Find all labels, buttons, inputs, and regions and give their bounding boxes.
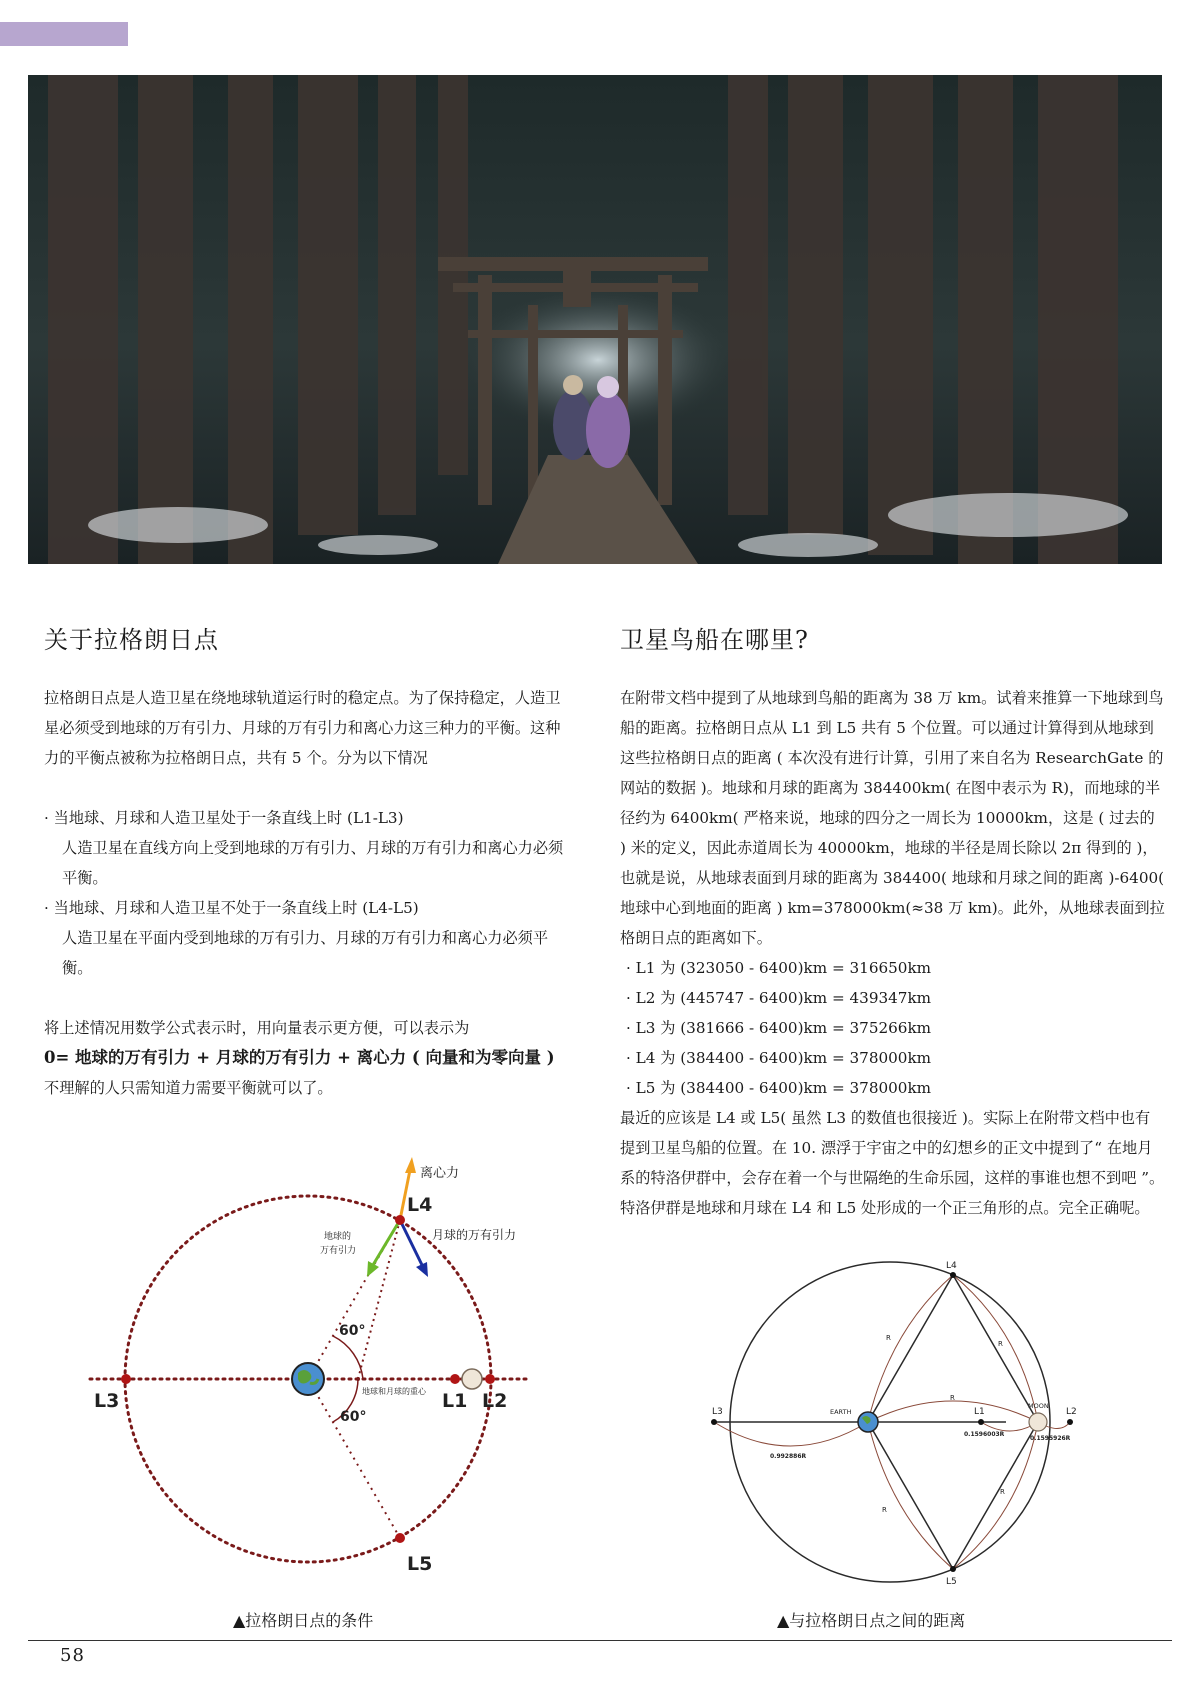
l5-earth-line — [308, 1379, 400, 1538]
l3-point — [121, 1374, 131, 1384]
section-tab-marker — [0, 22, 128, 46]
label-l4: L4 — [946, 1261, 957, 1271]
right-column-text — [620, 683, 1165, 1223]
paragraph: 不理解的人只需知道力需要平衡就可以了。 — [44, 1079, 333, 1097]
distance-line: · L2 为 (445747 - 6400)km = 439347km — [626, 989, 932, 1007]
label-r-l5-left: R — [882, 1506, 887, 1514]
page-number: 58 — [60, 1645, 85, 1666]
lagrange-conditions-diagram — [80, 1135, 540, 1575]
label-l3: L3 — [94, 1390, 120, 1412]
earth-l5-line — [868, 1422, 953, 1569]
label-earth-gravity: 地球的 — [324, 1232, 352, 1242]
bullet-item: · 当地球、月球和人造卫星处于一条直线上时 (L1-L3) — [44, 809, 404, 827]
label-l3: L3 — [712, 1407, 723, 1417]
earth-globe-small — [858, 1412, 878, 1432]
l2-point — [485, 1374, 495, 1384]
l2-point — [1067, 1419, 1073, 1425]
l1-point — [978, 1419, 984, 1425]
bullet-body: 人造卫星在直线方向上受到地球的万有引力、月球的万有引力和离心力必须平衡。 — [62, 839, 564, 887]
paragraph: 将上述情况用数学公式表示时，用向量表示更方便，可以表示为 — [44, 1019, 470, 1037]
label-l4: L4 — [407, 1194, 433, 1216]
l4-point — [395, 1215, 405, 1225]
moon-globe-small — [1029, 1413, 1047, 1431]
label-l1: L1 — [442, 1390, 468, 1412]
bullet-item: · 当地球、月球和人造卫星不处于一条直线上时 (L4-L5) — [44, 899, 419, 917]
label-l5: L5 — [946, 1577, 957, 1587]
moon-globe — [462, 1369, 482, 1389]
earth-globe — [292, 1363, 324, 1395]
distance-line: · L4 为 (384400 - 6400)km = 378000km — [626, 1049, 932, 1067]
distance-line: · L5 为 (384400 - 6400)km = 378000km — [626, 1079, 932, 1097]
label-earth-gravity-2: 万有引力 — [320, 1246, 357, 1256]
distance-curve-moon — [868, 1401, 1038, 1422]
label-d-l1: 0.1596003R — [964, 1431, 1005, 1438]
label-r-l4-left: R — [886, 1334, 891, 1342]
forest-shrine-photo — [28, 75, 1162, 564]
angle-arc-top — [333, 1336, 363, 1379]
moon-l4-line — [953, 1275, 1038, 1422]
earth-l4-line — [868, 1275, 953, 1422]
label-barycenter: 地球和月球的重心 — [362, 1387, 426, 1396]
label-r-moon: R — [950, 1394, 955, 1402]
label-l1: L1 — [974, 1407, 985, 1417]
left-column-text — [44, 683, 574, 1103]
footer-rule — [28, 1640, 1172, 1641]
barycenter-dot — [356, 1377, 360, 1381]
label-r-l5-right: R — [1000, 1488, 1005, 1496]
force-balance-formula: 0= 地球的万有引力 + 月球的万有引力 + 离心力 ( 向量和为零向量 ) — [44, 1048, 555, 1067]
bullet-body: 人造卫星在平面内受到地球的万有引力、月球的万有引力和离心力必须平衡。 — [62, 929, 548, 977]
label-centrifugal: 离心力 — [420, 1166, 460, 1181]
earth-gravity-arrow — [367, 1220, 400, 1277]
figure-caption-left: ▲拉格朗日点的条件 — [233, 1611, 374, 1630]
distance-line: · L1 为 (323050 - 6400)km = 316650km — [626, 959, 932, 977]
label-earth: EARTH — [830, 1408, 852, 1416]
angle-label-bottom: 60° — [340, 1409, 367, 1425]
distance-curve-l3 — [714, 1422, 868, 1446]
l5-point — [950, 1566, 956, 1572]
figure-caption-right: ▲与拉格朗日点之间的距离 — [777, 1611, 966, 1630]
label-l2: L2 — [482, 1390, 508, 1412]
l1-point — [450, 1374, 460, 1384]
heading-lagrange-points: 关于拉格朗日点 — [44, 626, 219, 654]
heading-where-is-torifune: 卫星鸟船在哪里? — [620, 626, 809, 654]
label-l5: L5 — [407, 1553, 433, 1575]
label-l2: L2 — [1066, 1407, 1077, 1417]
l5-point — [395, 1533, 405, 1543]
l4-barycenter-line — [358, 1220, 400, 1379]
lagrange-distances-diagram — [690, 1250, 1120, 1590]
label-d-l3: 0.992886R — [770, 1453, 807, 1460]
l4-point — [950, 1272, 956, 1278]
label-moon: MOON — [1028, 1402, 1049, 1410]
angle-label-top: 60° — [339, 1323, 366, 1339]
moon-l5-line — [953, 1422, 1038, 1569]
paragraph: 在附带文档中提到了从地球到鸟船的距离为 38 万 km。试着来推算一下地球到鸟船的距离。拉格朗日点从 L1 到 L5 共有 5 个位置。可以通过计算得到从地球到这些拉格朗日点的距离 ( 本次没有进行计算，引用了来自名为 ResearchGate 的网站的数据 )。地球和月球的距离为 384400km( 在图中表示为 R)，而地球的半径约为 6400km( 严格来说，地球的四分之一周长为 10000km，这是 ( 过去的 ) 米的定义，因此赤道周长为 40000km，地球的半径是周长除以 2π 得到的 )，也就是说，从地球表面到月球的距离为 384400( 地球和月球之间的距离 )-6400( 地球中心到地面的距离 ) km=378000km(≈38 万 km)。此外，从地球表面到拉格朗日点的距离如下。 — [620, 689, 1165, 947]
paragraph: 最近的应该是 L4 或 L5( 虽然 L3 的数值也很接近 )。实际上在附带文档中也有提到卫星鸟船的位置。在 10. 漂浮于宇宙之中的幻想乡的正文中提到了“ 在地月系的特洛伊群中，会存在着一个与世隔绝的生命乐园，这样的事谁也想不到吧 ”。特洛伊群是地球和月球在 L4 和 L5 处形成的一个正三角形的点。完全正确呢。 — [620, 1109, 1165, 1217]
l3-point — [711, 1419, 717, 1425]
paragraph: 拉格朗日点是人造卫星在绕地球轨道运行时的稳定点。为了保持稳定，人造卫星必须受到地球的万有引力、月球的万有引力和离心力这三种力的平衡。这种力的平衡点被称为拉格朗日点，共有 5 个。分为以下情况 — [44, 689, 561, 767]
label-moon-gravity: 月球的万有引力 — [432, 1228, 517, 1242]
label-r-l4-right: R — [998, 1340, 1003, 1348]
distance-line: · L3 为 (381666 - 6400)km = 375266km — [626, 1019, 932, 1037]
label-d-l2: 0.1595926R — [1030, 1435, 1071, 1442]
